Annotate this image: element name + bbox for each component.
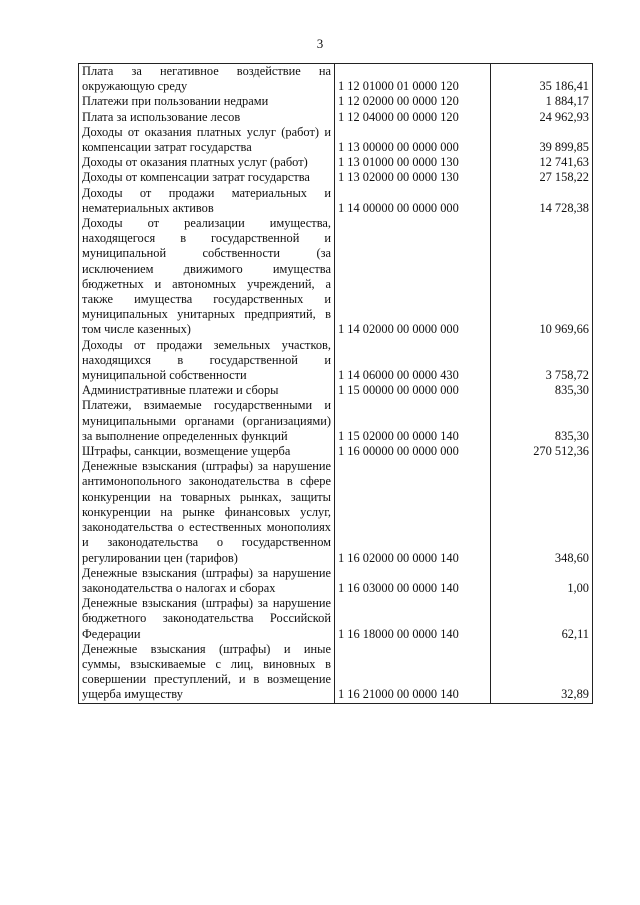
- table-row: [79, 94, 593, 109]
- row-name-cell: Доходы от реализации имущества, находящегося в государственной и муниципальной собственности (за исключением движимого имущества бюджетных и автономных учреждений, а также имущества государственных и муниципальных унитарных предприятий, в том числе казенных): [79, 216, 335, 338]
- row-sum-cell: 835,30: [491, 383, 593, 398]
- table-row: [79, 338, 593, 384]
- table-row: [79, 64, 593, 95]
- row-code-cell: 1 15 02000 00 0000 140: [335, 398, 491, 444]
- row-name-cell: Плата за использование лесов: [79, 110, 335, 125]
- row-code-cell: 1 12 04000 00 0000 120: [335, 110, 491, 125]
- row-sum-cell: 35 186,41: [491, 64, 593, 95]
- row-sum-cell: 12 741,63: [491, 155, 593, 170]
- row-sum-cell: 3 758,72: [491, 338, 593, 384]
- row-code-cell: 1 14 06000 00 0000 430: [335, 338, 491, 384]
- table-body: [79, 64, 593, 704]
- table-row: [79, 125, 593, 155]
- table-row: [79, 110, 593, 125]
- row-name-cell: Денежные взыскания (штрафы) за нарушение бюджетного законодательства Российской Федерации: [79, 596, 335, 642]
- table-row: [79, 444, 593, 459]
- row-name-cell: Платежи при пользовании недрами: [79, 94, 335, 109]
- row-name-cell: Платежи, взимаемые государственными и муниципальными органами (организациями) за выполнение определенных функций: [79, 398, 335, 444]
- table-row: [79, 459, 593, 565]
- row-code-cell: 1 16 03000 00 0000 140: [335, 566, 491, 596]
- row-name-cell: Штрафы, санкции, возмещение ущерба: [79, 444, 335, 459]
- row-name-cell: Доходы от продажи земельных участков, находящихся в государственной и муниципальной собственности: [79, 338, 335, 384]
- table-row: [79, 398, 593, 444]
- revenue-table: [78, 63, 593, 704]
- row-name-cell: Доходы от компенсации затрат государства: [79, 170, 335, 185]
- row-sum-cell: 32,89: [491, 642, 593, 703]
- row-name-cell: Доходы от продажи материальных и нематериальных активов: [79, 186, 335, 216]
- row-code-cell: 1 12 02000 00 0000 120: [335, 94, 491, 109]
- row-code-cell: 1 14 00000 00 0000 000: [335, 186, 491, 216]
- row-code-cell: 1 13 02000 00 0000 130: [335, 170, 491, 185]
- row-sum-cell: 10 969,66: [491, 216, 593, 338]
- row-sum-cell: 62,11: [491, 596, 593, 642]
- row-sum-cell: 14 728,38: [491, 186, 593, 216]
- page-number: 3: [316, 36, 324, 51]
- table-row: [79, 566, 593, 596]
- row-name-cell: Административные платежи и сборы: [79, 383, 335, 398]
- row-name-cell: Доходы от оказания платных услуг (работ): [79, 155, 335, 170]
- row-name-cell: Плата за негативное воздействие на окружающую среду: [79, 64, 335, 95]
- row-sum-cell: 1,00: [491, 566, 593, 596]
- row-sum-cell: 1 884,17: [491, 94, 593, 109]
- row-name-cell: Денежные взыскания (штрафы) и иные суммы, взыскиваемые с лиц, виновных в совершении преступлений, и в возмещение ущерба имуществу: [79, 642, 335, 703]
- table-row: [79, 383, 593, 398]
- row-code-cell: 1 15 00000 00 0000 000: [335, 383, 491, 398]
- row-name-cell: Доходы от оказания платных услуг (работ) и компенсации затрат государства: [79, 125, 335, 155]
- row-name-cell: Денежные взыскания (штрафы) за нарушение законодательства о налогах и сборах: [79, 566, 335, 596]
- row-code-cell: 1 16 18000 00 0000 140: [335, 596, 491, 642]
- row-sum-cell: 27 158,22: [491, 170, 593, 185]
- row-code-cell: 1 13 01000 00 0000 130: [335, 155, 491, 170]
- row-name-cell: Денежные взыскания (штрафы) за нарушение антимонопольного законодательства в сфере конкуренции на товарных рынках, защиты конкуренции на рынке финансовых услуг, законодательства о естественных монополиях и законодательства о государственном регулировании цен (тарифов): [79, 459, 335, 565]
- row-code-cell: 1 16 02000 00 0000 140: [335, 459, 491, 565]
- table-row: [79, 642, 593, 703]
- table-row: [79, 155, 593, 170]
- row-code-cell: 1 14 02000 00 0000 000: [335, 216, 491, 338]
- row-code-cell: 1 16 00000 00 0000 000: [335, 444, 491, 459]
- row-sum-cell: 835,30: [491, 398, 593, 444]
- table-row: [79, 216, 593, 338]
- row-code-cell: 1 16 21000 00 0000 140: [335, 642, 491, 703]
- row-sum-cell: 24 962,93: [491, 110, 593, 125]
- table-row: [79, 596, 593, 642]
- row-code-cell: 1 12 01000 01 0000 120: [335, 64, 491, 95]
- row-sum-cell: 270 512,36: [491, 444, 593, 459]
- table-row: [79, 170, 593, 185]
- row-code-cell: 1 13 00000 00 0000 000: [335, 125, 491, 155]
- row-sum-cell: 348,60: [491, 459, 593, 565]
- row-sum-cell: 39 899,85: [491, 125, 593, 155]
- table-row: [79, 186, 593, 216]
